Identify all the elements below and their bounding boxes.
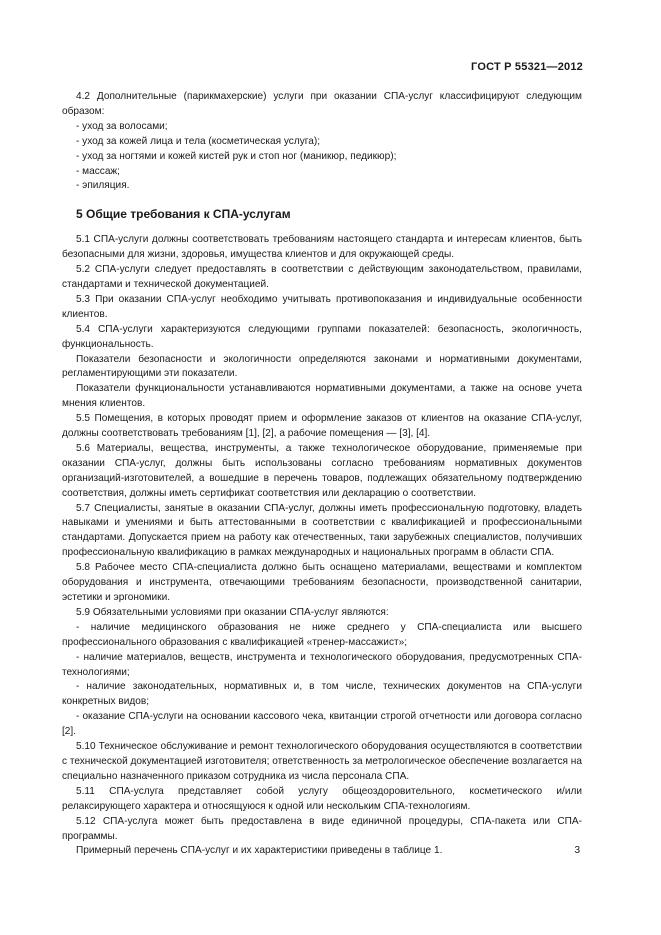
list-item: - наличие материалов, веществ, инструмента и технологического оборудования, предусмотренных СПА-технологиями; (62, 651, 582, 678)
paragraph-5-6: 5.6 Материалы, вещества, инструменты, а также технологическое оборудование, применяемые при оказании СПА-услуг, должны быть использованы согласно требованиям нормативных документов организаций-изготовителей, а вошедшие в перечень товаров, подлежащих обязательному подтверждению соответствия, должны иметь сертификат соответствия или декларацию о соответствии. (62, 442, 582, 499)
paragraph-5-9: 5.9 Обязательными условиями при оказании СПА-услуг являются: (76, 606, 389, 618)
paragraph-5-4: 5.4 СПА-услуги характеризуются следующими группами показателей: безопасность, экологичность, функциональность. (62, 323, 582, 350)
paragraph-5-8: 5.8 Рабочее место СПА-специалиста должно быть оснащено материалами, веществами и комплектом оборудования и инструмента, отвечающими требованиям безопасности, производственной санитарии, эстетики и эргономики. (62, 562, 582, 603)
page-number: 3 (574, 845, 580, 856)
paragraph-5-2: 5.2 СПА-услуги следует предоставлять в соответствии с действующим законодательством, правилами, стандартами и технической документацией. (62, 264, 582, 290)
paragraph-5-4-safety: Показатели безопасности и экологичности определяются законами и нормативными документами, регламентирующими эти показатели. (62, 353, 582, 380)
list-item: - эпиляция. (76, 180, 130, 192)
paragraph-5-5: 5.5 Помещения, в которых проводят прием и оформление заказов от клиентов на оказание СПА-услуг, должны соответствовать требованиям [1], [2], а рабочие помещения — [3], [4]. (62, 413, 582, 440)
paragraph-5-11: 5.11 СПА-услуга представляет собой услугу общеоздоровительного, косметического и/или релаксирующего характера и относящуюся к одной или нескольким СПА-технологиям. (62, 785, 582, 812)
paragraph-5-4-functionality: Показатели функциональности устанавливаются нормативными документами, а также на основе учета мнения клиентов. (62, 383, 582, 410)
section-heading: 5 Общие требования к СПА-услугам (76, 207, 291, 222)
list-item: - оказание СПА-услуги на основании кассового чека, квитанции строгой отчетности или договора согласно [2]. (62, 711, 582, 738)
paragraph-5-3: 5.3 При оказании СПА-услуг необходимо учитывать противопоказания и индивидуальные особенности клиентов. (62, 293, 582, 320)
list-item: - наличие законодательных, нормативных и, в том числе, технических документов на СПА-услуги конкретных видов; (62, 681, 582, 708)
document-header: ГОСТ Р 55321—2012 (471, 61, 583, 73)
paragraph-5-7: 5.7 Специалисты, занятые в оказании СПА-услуг, должны иметь профессиональную подготовку, владеть навыками и умениями и быть аттестованными в соответствии с квалификацией и профессиональными стандартами. Допускается прием на работу как отечественных, таки зарубежных специалистов, получивших профессиональную квалификацию в рамках международных и национальных программ в области СПА. (62, 502, 582, 559)
list-item: - уход за ногтями и кожей кистей рук и стоп ног (маникюр, педикюр); (76, 150, 397, 162)
list-item: - наличие медицинского образования не ниже среднего у СПА-специалиста или высшего профессионального образования с квалификацией «тренер-массажист»; (62, 621, 582, 648)
list-item: - уход за волосами; (76, 120, 168, 132)
list-item: - уход за кожей лица и тела (косметическая услуга); (76, 135, 321, 147)
list-item: - массаж; (76, 165, 120, 177)
paragraph-5-12-table-ref: Примерный перечень СПА-услуг и их характеристики приведены в таблице 1. (76, 845, 443, 857)
paragraph-5-10: 5.10 Техническое обслуживание и ремонт технологического оборудования осуществляются в соответствии с технической документацией изготовителя; ответственность за метрологическое обеспечение возлагается на специально назначенного приказом сотрудника из числа персонала СПА. (62, 741, 582, 782)
paragraph-4-2: 4.2 Дополнительные (парикмахерские) услуги при оказании СПА-услуг классифицируют следующим образом: (62, 91, 582, 117)
paragraph-5-1: 5.1 СПА-услуги должны соответствовать требованиям настоящего стандарта и интересам клиентов, быть безопасными для жизни, здоровья, имущества клиентов и для окружающей среды. (62, 234, 582, 261)
paragraph-5-12: 5.12 СПА-услуга может быть предоставлена в виде единичной процедуры, СПА-пакета или СПА-программы. (62, 815, 582, 842)
page-body (62, 90, 582, 859)
